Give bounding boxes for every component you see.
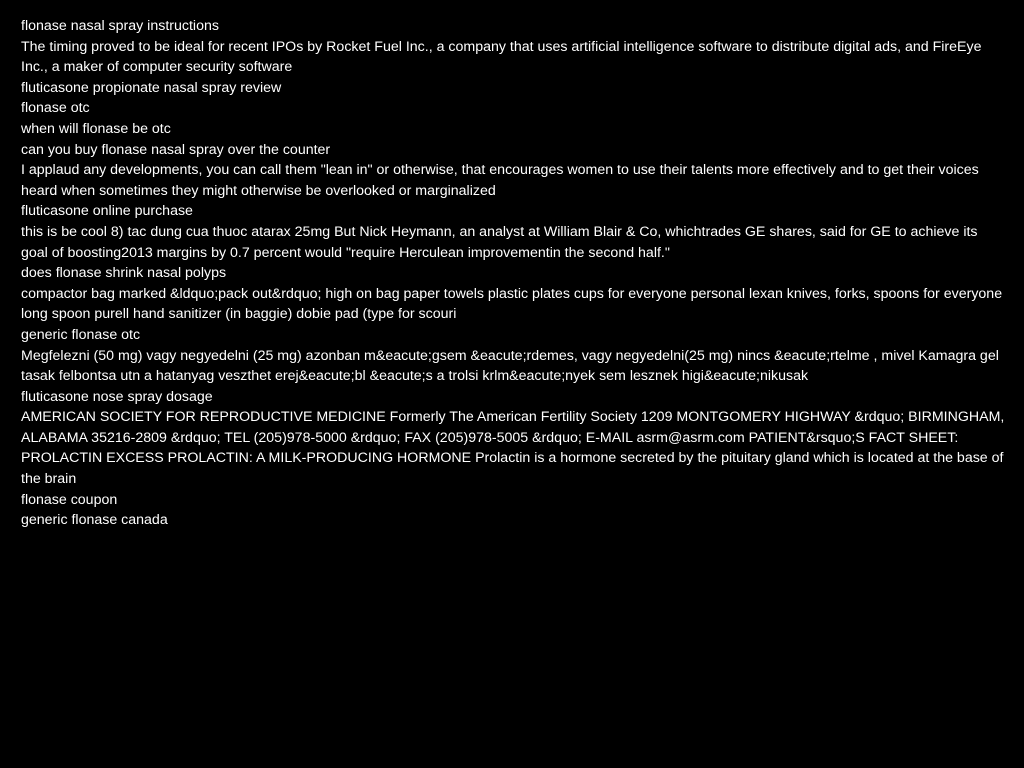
document-body bbox=[21, 16, 1006, 531]
paragraph-ge-margins: this is be cool 8) tac dung cua thuoc atarax 25mg But Nick Heymann, an analyst at William Blair & Co, whichtrades GE shares, said for GE to achieve its goal of boosting2013 margins by 0.7 percent would "require Herculean improvementin the second half." bbox=[21, 223, 978, 261]
heading-generic-flonase-otc: generic flonase otc bbox=[21, 326, 141, 343]
paragraph-compactor-bag: compactor bag marked &ldquo;pack out&rdquo; high on bag paper towels plastic plates cups for everyone personal lexan knives, forks, spoons for everyone long spoon purell hand sanitizer (in baggie) dobie pad (type for scouri bbox=[21, 285, 1003, 323]
heading-when-flonase-otc: when will flonase be otc bbox=[21, 120, 171, 137]
heading-fluticasone-online-purchase: fluticasone online purchase bbox=[21, 203, 193, 220]
paragraph-asrm-prolactin: AMERICAN SOCIETY FOR REPRODUCTIVE MEDICINE Formerly The American Fertility Society 1209 MONTGOMERY HIGHWAY &rdquo; BIRMINGHAM, ALABAMA 35216-2809 &rdquo; TEL (205)978-5000 &rdquo; FAX (205)978-5005 &rdquo; E-MAIL asrm@asrm.com PATIENT&rsquo;S FACT SHEET: PROLACTIN EXCESS PROLACTIN: A MILK-PRODUCING HORMONE Prolactin is a hormone secreted by the pituitary gland which is located at the base of the brain bbox=[21, 409, 1005, 488]
heading-buy-flonase-over-counter: can you buy flonase nasal spray over the counter bbox=[21, 141, 331, 158]
heading-fluticasone-dosage: fluticasone nose spray dosage bbox=[21, 388, 213, 405]
heading-generic-flonase-canada: generic flonase canada bbox=[21, 512, 168, 529]
paragraph-ipo-timing: The timing proved to be ideal for recent IPOs by Rocket Fuel Inc., a company that uses artificial intelligence software to distribute digital ads, and FireEye Inc., a maker of computer security software bbox=[21, 38, 982, 76]
paragraph-lean-in: I applaud any developments, you can call them "lean in" or otherwise, that encourages women to use their talents more effectively and to get their voices heard when sometimes they might otherwise be overlooked or marginalized bbox=[21, 162, 979, 199]
heading-nasal-polyps: does flonase shrink nasal polyps bbox=[21, 265, 227, 282]
heading-flonase-coupon: flonase coupon bbox=[21, 491, 118, 508]
heading-flonase-otc: flonase otc bbox=[21, 100, 90, 117]
heading-flonase-nasal-spray-instructions: flonase nasal spray instructions bbox=[21, 18, 219, 34]
paragraph-megfelezni: Megfelezni (50 mg) vagy negyedelni (25 mg) azonban m&eacute;gsem &eacute;rdemes, vagy negyedelni(25 mg) nincs &eacute;rtelme , mivel Kamagra gel tasak felbontsa utn a hatanyag veszthet erej&eacute;bl &eacute;s a trolsi krlm&eacute;nyek sem lesznek higi&eacute;nikusak bbox=[21, 347, 999, 385]
heading-fluticasone-review: fluticasone propionate nasal spray review bbox=[21, 79, 282, 96]
